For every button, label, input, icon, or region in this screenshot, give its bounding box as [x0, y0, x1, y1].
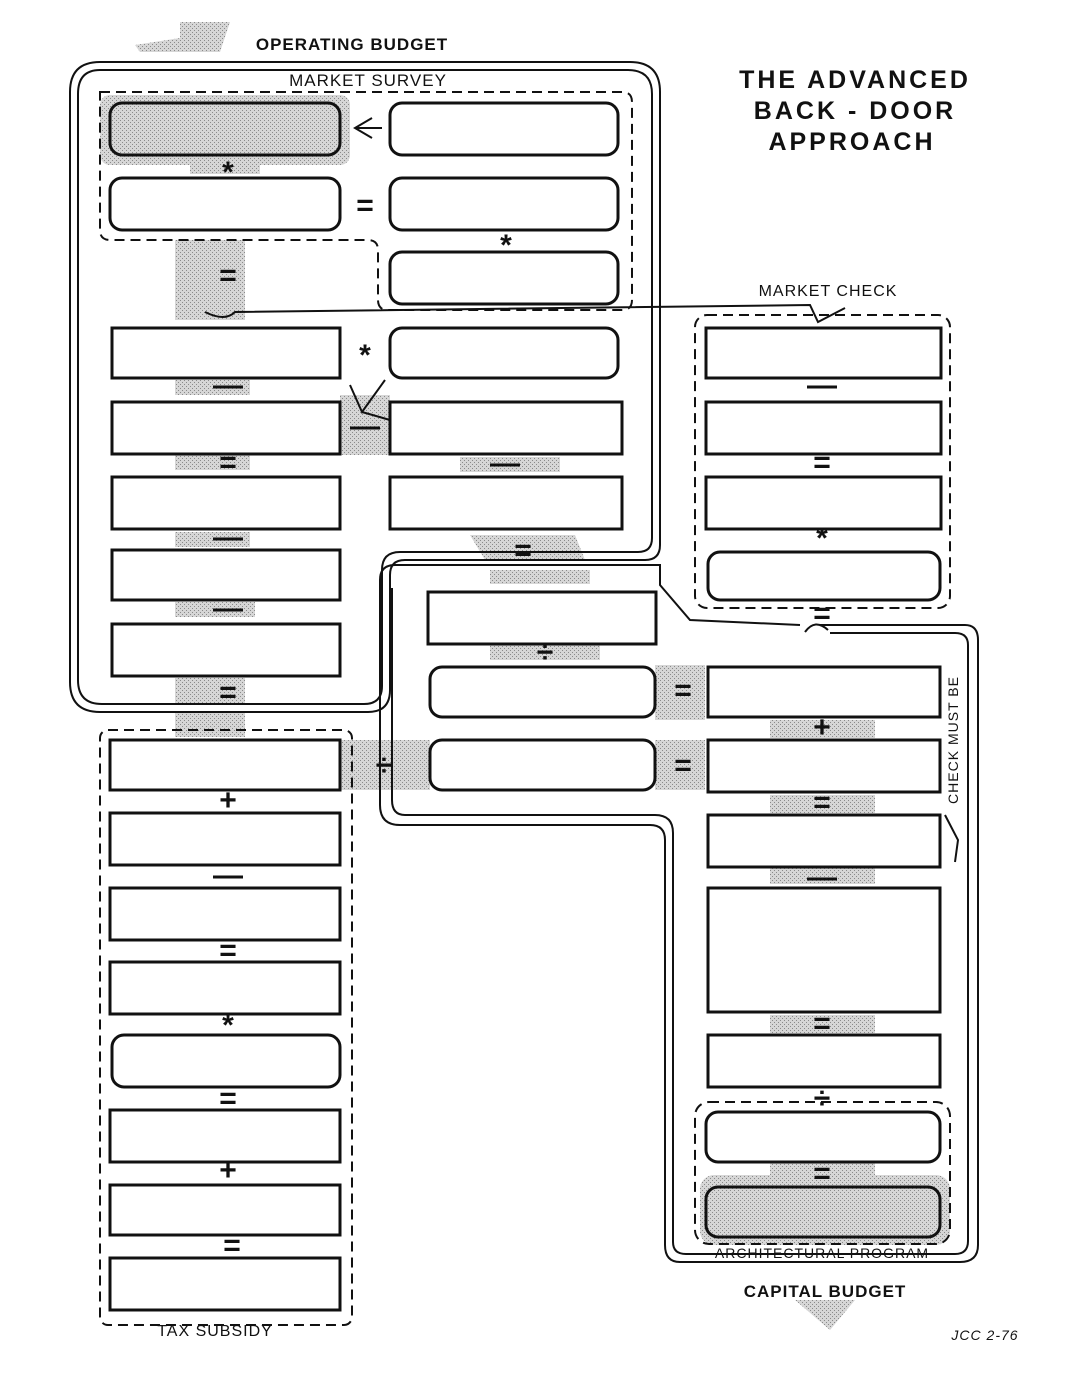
- architectural-program-label: ARCHITECTURAL PROGRAM: [714, 1245, 930, 1261]
- capital-box-6: [706, 1112, 940, 1162]
- op-op-5: —: [490, 447, 520, 480]
- op-mid-1: ÷: [536, 636, 554, 669]
- op-ms-2: =: [356, 189, 374, 222]
- tax-box-7: [110, 1185, 340, 1235]
- signature-label: JCC 2-76: [951, 1327, 1019, 1343]
- op-cap-4: =: [813, 1007, 831, 1040]
- market-check-box-4: [708, 552, 940, 600]
- op-mc-4: =: [813, 597, 831, 630]
- tax-box-2: [110, 813, 340, 865]
- operators: [213, 156, 837, 1262]
- op-mc-3: *: [816, 522, 828, 555]
- middle-boxes: [428, 592, 656, 790]
- tax-box-5: [112, 1035, 340, 1087]
- op-tax-4: *: [222, 1009, 234, 1042]
- op-tax-6: +: [219, 1154, 237, 1187]
- title-line-3: APPROACH: [768, 128, 936, 156]
- capital-box-4: [708, 888, 940, 1012]
- op-tax-3: =: [219, 934, 237, 967]
- tax-box-4: [110, 962, 340, 1014]
- op-tax-1: +: [219, 784, 237, 817]
- capital-box-2: [708, 740, 940, 792]
- tax-box-8: [110, 1258, 340, 1310]
- market-survey-box-2: [390, 103, 618, 155]
- op-ms-4: =: [219, 259, 237, 292]
- market-check-line: [205, 305, 845, 322]
- title-line-2: BACK - DOOR: [753, 97, 957, 125]
- capital-budget-label: CAPITAL BUDGET: [743, 1282, 907, 1301]
- tax-box-3: [110, 888, 340, 940]
- capital-box-1: [708, 667, 940, 717]
- op-cap-2: =: [813, 786, 831, 819]
- middle-box-2: [430, 667, 655, 717]
- op-op-3: —: [350, 410, 380, 443]
- operating-box-7: [390, 477, 622, 529]
- title: [739, 66, 971, 156]
- market-check-label: MARKET CHECK: [758, 283, 898, 300]
- op-tax-7: =: [223, 1229, 241, 1262]
- market-survey-box-4: [390, 178, 618, 230]
- tax-box-1: [110, 740, 340, 790]
- op-op-2: —: [213, 369, 243, 402]
- op-op-9: =: [219, 676, 237, 709]
- op-mid-3: ÷: [375, 749, 393, 782]
- middle-box-3: [430, 740, 655, 790]
- op-ms-1: *: [222, 156, 234, 189]
- check-bracket: [945, 815, 958, 862]
- op-tax-2: —: [213, 859, 243, 892]
- op-mc-2: =: [813, 446, 831, 479]
- op-op-1: *: [359, 339, 371, 372]
- op-tax-5: =: [219, 1082, 237, 1115]
- op-mc-1: —: [807, 369, 837, 402]
- capital-box-3: [708, 815, 940, 867]
- op-cap-5: ÷: [813, 1082, 831, 1115]
- op-mid-4: =: [674, 749, 692, 782]
- capital-boxes: [706, 667, 940, 1237]
- op-op-7: —: [213, 592, 243, 625]
- op-cap-3: —: [807, 861, 837, 894]
- market-survey-label: MARKET SURVEY: [289, 71, 447, 90]
- op-cap-6: =: [813, 1157, 831, 1190]
- title-line-1: THE ADVANCED: [739, 66, 971, 94]
- tax-subsidy-label: TAX SUBSIDY: [157, 1323, 273, 1340]
- operating-budget-label: OPERATING BUDGET: [255, 35, 449, 54]
- input-arrow: [355, 118, 382, 138]
- op-op-8: =: [514, 534, 532, 567]
- operating-box-5: [112, 624, 340, 676]
- op-op-6: —: [213, 521, 243, 554]
- op-op-4: =: [219, 446, 237, 479]
- op-mid-2: =: [674, 674, 692, 707]
- capital-box-5: [708, 1035, 940, 1087]
- check-must-be-label: CHECK MUST BE: [945, 676, 961, 804]
- op-ms-3: *: [500, 229, 512, 262]
- operating-rounded-box: [390, 328, 618, 378]
- op-cap-1: +: [813, 711, 831, 744]
